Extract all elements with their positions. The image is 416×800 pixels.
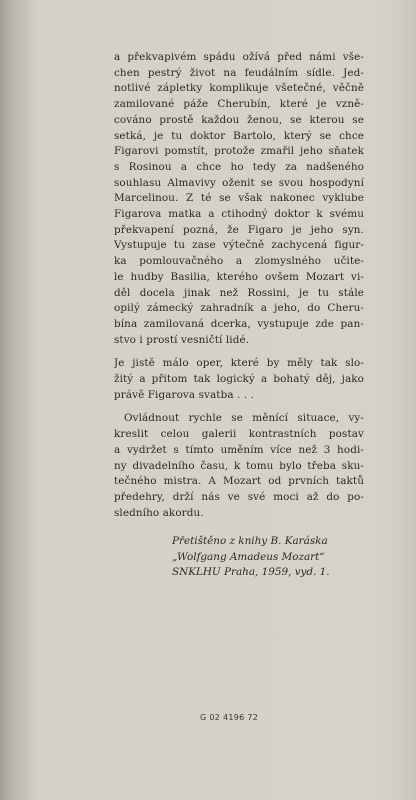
text-line: le hudby Basilia, kterého ovšem Mozart vi- <box>114 270 364 283</box>
text-line: ka pomlouvačného a zlomyslného učite- <box>114 255 364 268</box>
body-text <box>114 50 364 529</box>
text-line: s Rosinou a chce ho tedy za nadšeného <box>114 160 364 173</box>
text-line: stvo i prostí vesničtí lidé. <box>114 333 250 346</box>
text-line: a vydržet s tímto uměním více než 3 hodi- <box>114 443 364 456</box>
text-line: předehry, drží nás ve své moci až do po- <box>114 490 364 503</box>
text-line: právě Figarova svatba . . . <box>114 388 255 401</box>
text-line: Figarovi pomstít, protože zmařil jeho sňatek <box>114 145 364 158</box>
text-line: opilý zámecký zahradník a jeho, do Cheru- <box>114 302 364 315</box>
text-line: setká, je tu doktor Bartolo, který se chce <box>114 129 364 142</box>
text-line: a překvapivém spádu ožívá před námi vše- <box>114 51 364 63</box>
text-line: překvapení pozná, že Figaro je jeho syn. <box>114 223 364 236</box>
text-line: Vystupuje tu zase výtečně zachycená figur- <box>114 239 364 252</box>
text-line: Marcelinou. Z té se však nakonec vyklube <box>114 192 364 205</box>
text-line: Ovládnout rychle se měnící situace, vy- <box>124 412 364 425</box>
print-code: G 02 4196 72 <box>200 713 259 722</box>
text-line: notlivé zápletky komplikuje všetečné, věčně <box>114 82 364 95</box>
text-line: ny divadelního času, k tomu bylo třeba sku- <box>114 459 364 472</box>
credit-line: Přetištěno z knihy B. Karáska <box>172 535 328 547</box>
page-fold-shadow <box>0 0 40 800</box>
text-line: tečného mistra. A Mozart od prvních taktů <box>114 475 364 488</box>
text-line: zamilované páže Cherubín, které je vzně- <box>114 98 364 111</box>
text-line: bína zamilovaná dcerka, vystupuje zde pan- <box>114 317 364 330</box>
text-line: souhlasu Almavivy oženit se svou hospodyní <box>114 176 364 189</box>
text-line: Je jistě málo oper, které by měly tak slo- <box>114 357 364 370</box>
credit-line: SNKLHU Praha, 1959, vyd. 1. <box>172 566 330 579</box>
text-line: chen pestrý život na feudálním sídle. Jed- <box>114 66 364 79</box>
text-line: sledního akordu. <box>114 506 204 519</box>
paragraph-2 <box>114 356 364 403</box>
source-credit <box>172 534 362 581</box>
text-line: žitý a přitom tak logický a bohatý děj, jako <box>114 373 364 386</box>
text-line: děl docela jinak než Rossini, je tu stále <box>114 286 364 299</box>
text-line: kreslit celou galerii kontrastních postav <box>114 428 364 441</box>
text-line: cováno prostě každou ženou, se kterou se <box>114 113 364 126</box>
paragraph-1 <box>114 50 364 348</box>
credit-line: „Wolfgang Amadeus Mozart“ <box>172 550 325 563</box>
text-line: Figarova matka a ctihodný doktor k svému <box>114 208 364 221</box>
paragraph-3 <box>114 411 364 521</box>
